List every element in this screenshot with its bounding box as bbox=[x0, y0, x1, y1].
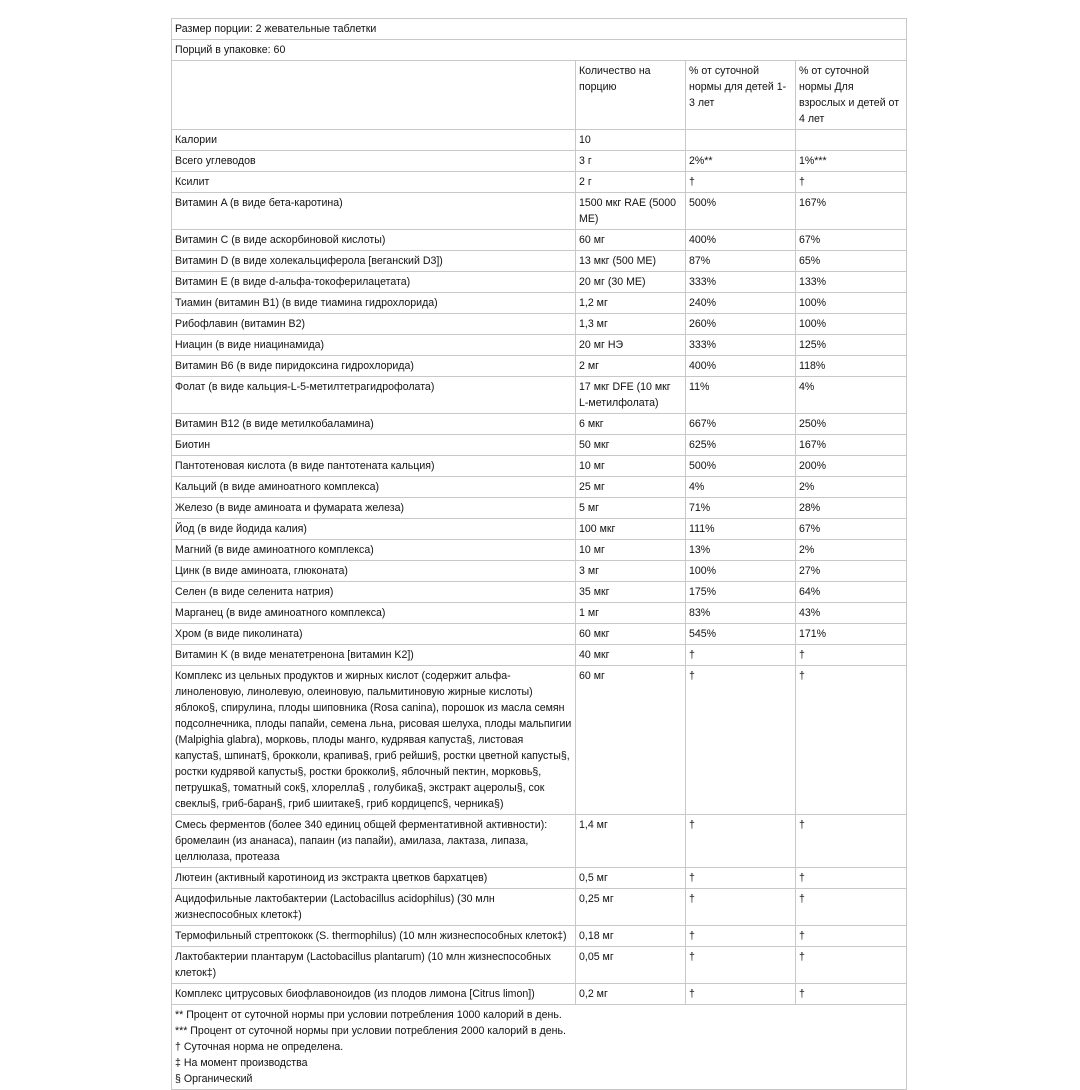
nutrient-dv-adults: † bbox=[796, 815, 907, 868]
nutrient-amount: 60 мг bbox=[576, 666, 686, 815]
nutrient-dv-adults: 28% bbox=[796, 498, 907, 519]
nutrient-dv-adults: † bbox=[796, 947, 907, 984]
nutrient-dv-adults: 200% bbox=[796, 456, 907, 477]
nutrient-row bbox=[172, 272, 907, 293]
nutrient-dv-children: † bbox=[686, 889, 796, 926]
nutrient-dv-adults: 125% bbox=[796, 335, 907, 356]
nutrient-dv-adults: † bbox=[796, 645, 907, 666]
nutrient-row bbox=[172, 314, 907, 335]
servings-per-container-row bbox=[172, 40, 907, 61]
header-dv-children: % от суточной нормы для детей 1-3 лет bbox=[686, 61, 796, 130]
nutrient-amount: 1,4 мг bbox=[576, 815, 686, 868]
nutrient-name: Витамин C (в виде аскорбиновой кислоты) bbox=[172, 230, 576, 251]
nutrient-dv-adults: 43% bbox=[796, 603, 907, 624]
nutrient-name: Витамин K (в виде менатетренона [витамин K2]) bbox=[172, 645, 576, 666]
nutrient-dv-adults: 100% bbox=[796, 293, 907, 314]
servings-per-container: Порций в упаковке: 60 bbox=[172, 40, 907, 61]
nutrient-amount: 10 bbox=[576, 130, 686, 151]
nutrient-name: Рибофлавин (витамин B2) bbox=[172, 314, 576, 335]
nutrient-amount: 5 мг bbox=[576, 498, 686, 519]
nutrient-dv-adults: 67% bbox=[796, 230, 907, 251]
nutrient-amount: 3 мг bbox=[576, 561, 686, 582]
nutrient-amount: 0,18 мг bbox=[576, 926, 686, 947]
serving-size-row bbox=[172, 19, 907, 40]
nutrient-row bbox=[172, 624, 907, 645]
nutrient-name: Комплекс из цельных продуктов и жирных кислот (содержит альфа-линоленовую, линолевую, олеиновую, пальмитиновую жирные кислоты) яблоко§, спирулина, плоды шиповника (Rosa canina), порошок из масла семян подсолнечника, плоды папайи, семена льна, рисовая шелуха, плоды мальпигии (Malpighia glabra), морковь, плоды манго, кудрявая капуста§, листовая капуста§, шпинат§, брокколи, крапива§, гриб рейши§, ростки цветной капусты§, ростки кудрявой капусты§, ростки брокколи§, яблочный пектин, морковь§, петрушка§, томатный сок§, хлорелла§ , голубика§, экстракт ацеролы§, сок свеклы§, гриб-баран§, гриб шиитаке§, гриб кордицепс§, черника§) bbox=[172, 666, 576, 815]
nutrient-dv-adults: † bbox=[796, 172, 907, 193]
nutrient-name: Витамин D (в виде холекальциферола [веганский D3]) bbox=[172, 251, 576, 272]
nutrient-name: Пантотеновая кислота (в виде пантотената кальция) bbox=[172, 456, 576, 477]
nutrient-amount: 10 мг bbox=[576, 456, 686, 477]
nutrient-row bbox=[172, 645, 907, 666]
nutrient-name: Биотин bbox=[172, 435, 576, 456]
nutrient-dv-children: 2%** bbox=[686, 151, 796, 172]
nutrient-row bbox=[172, 947, 907, 984]
supplement-facts-table bbox=[171, 18, 907, 1090]
nutrient-dv-children: 175% bbox=[686, 582, 796, 603]
nutrient-amount: 20 мг НЭ bbox=[576, 335, 686, 356]
footnote: † Суточная норма не определена. bbox=[175, 1041, 344, 1053]
nutrient-dv-children: † bbox=[686, 947, 796, 984]
nutrient-dv-children: 13% bbox=[686, 540, 796, 561]
nutrient-amount: 2 г bbox=[576, 172, 686, 193]
nutrient-name: Лютеин (активный каротиноид из экстракта цветков бархатцев) bbox=[172, 868, 576, 889]
nutrient-name: Витамин B12 (в виде метилкобаламина) bbox=[172, 414, 576, 435]
nutrient-row bbox=[172, 603, 907, 624]
nutrient-row bbox=[172, 193, 907, 230]
nutrient-dv-children: 87% bbox=[686, 251, 796, 272]
nutrient-row bbox=[172, 477, 907, 498]
nutrient-row bbox=[172, 889, 907, 926]
nutrient-name: Магний (в виде аминоатного комплекса) bbox=[172, 540, 576, 561]
nutrient-dv-children: † bbox=[686, 984, 796, 1005]
nutrient-name: Смесь ферментов (более 340 единиц общей ферментативной активности): бромелаин (из ананаса), папаин (из папайи), амилаза, лактаза, липаза, целлюлаза, протеаза bbox=[172, 815, 576, 868]
nutrient-name: Тиамин (витамин B1) (в виде тиамина гидрохлорида) bbox=[172, 293, 576, 314]
nutrient-row bbox=[172, 151, 907, 172]
footnotes bbox=[172, 1005, 907, 1090]
nutrient-amount: 6 мкг bbox=[576, 414, 686, 435]
nutrient-dv-children: 333% bbox=[686, 335, 796, 356]
nutrient-dv-adults: † bbox=[796, 889, 907, 926]
nutrient-name: Лактобактерии плантарум (Lactobacillus plantarum) (10 млн жизнеспособных клеток‡) bbox=[172, 947, 576, 984]
nutrient-dv-children: 500% bbox=[686, 456, 796, 477]
nutrient-name: Калории bbox=[172, 130, 576, 151]
nutrient-name: Цинк (в виде аминоата, глюконата) bbox=[172, 561, 576, 582]
footnote: ‡ На момент производства bbox=[175, 1057, 308, 1069]
nutrient-name: Ниацин (в виде ниацинамида) bbox=[172, 335, 576, 356]
nutrient-amount: 60 мкг bbox=[576, 624, 686, 645]
nutrient-row bbox=[172, 456, 907, 477]
nutrient-dv-adults: † bbox=[796, 984, 907, 1005]
nutrient-amount: 17 мкг DFE (10 мкг L-метилфолата) bbox=[576, 377, 686, 414]
nutrient-row bbox=[172, 230, 907, 251]
nutrient-row bbox=[172, 293, 907, 314]
nutrient-dv-adults: 67% bbox=[796, 519, 907, 540]
nutrient-dv-adults: 4% bbox=[796, 377, 907, 414]
nutrient-name: Всего углеводов bbox=[172, 151, 576, 172]
nutrient-dv-adults: † bbox=[796, 926, 907, 947]
nutrient-amount: 50 мкг bbox=[576, 435, 686, 456]
nutrient-name: Комплекс цитрусовых биофлавоноидов (из плодов лимона [Citrus limon]) bbox=[172, 984, 576, 1005]
nutrient-dv-children: † bbox=[686, 926, 796, 947]
nutrient-name: Йод (в виде йодида калия) bbox=[172, 519, 576, 540]
nutrient-amount: 1 мг bbox=[576, 603, 686, 624]
nutrient-dv-children: 400% bbox=[686, 230, 796, 251]
nutrient-amount: 35 мкг bbox=[576, 582, 686, 603]
header-dv-adults: % от суточной нормы Для взрослых и детей от 4 лет bbox=[796, 61, 907, 130]
nutrient-dv-adults: 118% bbox=[796, 356, 907, 377]
nutrient-row bbox=[172, 582, 907, 603]
nutrient-dv-adults: 1%*** bbox=[796, 151, 907, 172]
nutrient-amount: 1500 мкг RAE (5000 МЕ) bbox=[576, 193, 686, 230]
nutrient-amount: 3 г bbox=[576, 151, 686, 172]
nutrient-name: Хром (в виде пиколината) bbox=[172, 624, 576, 645]
nutrient-row bbox=[172, 130, 907, 151]
nutrient-amount: 40 мкг bbox=[576, 645, 686, 666]
nutrient-row bbox=[172, 356, 907, 377]
nutrient-dv-children: 333% bbox=[686, 272, 796, 293]
nutrient-dv-children: 11% bbox=[686, 377, 796, 414]
nutrient-amount: 1,2 мг bbox=[576, 293, 686, 314]
nutrient-dv-adults: 2% bbox=[796, 540, 907, 561]
nutrient-name: Витамин E (в виде d-альфа-токоферилацетата) bbox=[172, 272, 576, 293]
nutrient-dv-children: 71% bbox=[686, 498, 796, 519]
footnotes-row bbox=[172, 1005, 907, 1090]
nutrient-row bbox=[172, 251, 907, 272]
nutrient-dv-children: 400% bbox=[686, 356, 796, 377]
nutrient-dv-children: 111% bbox=[686, 519, 796, 540]
nutrient-name: Железо (в виде аминоата и фумарата железа) bbox=[172, 498, 576, 519]
nutrient-dv-adults bbox=[796, 130, 907, 151]
footnote: *** Процент от суточной нормы при условии потребления 2000 калорий в день. bbox=[175, 1025, 566, 1037]
nutrient-dv-children: † bbox=[686, 172, 796, 193]
nutrient-row bbox=[172, 435, 907, 456]
nutrient-amount: 20 мг (30 МЕ) bbox=[576, 272, 686, 293]
nutrient-row bbox=[172, 984, 907, 1005]
nutrient-amount: 25 мг bbox=[576, 477, 686, 498]
nutrient-amount: 100 мкг bbox=[576, 519, 686, 540]
nutrient-row bbox=[172, 335, 907, 356]
nutrient-amount: 60 мг bbox=[576, 230, 686, 251]
nutrient-dv-children: 83% bbox=[686, 603, 796, 624]
nutrient-dv-adults: † bbox=[796, 666, 907, 815]
nutrient-amount: 13 мкг (500 МЕ) bbox=[576, 251, 686, 272]
nutrient-row bbox=[172, 926, 907, 947]
nutrient-row bbox=[172, 498, 907, 519]
nutrient-dv-adults: 27% bbox=[796, 561, 907, 582]
nutrient-row bbox=[172, 815, 907, 868]
nutrient-dv-children: 625% bbox=[686, 435, 796, 456]
nutrient-row bbox=[172, 377, 907, 414]
nutrient-amount: 0,25 мг bbox=[576, 889, 686, 926]
nutrient-dv-children: 260% bbox=[686, 314, 796, 335]
nutrient-dv-children: † bbox=[686, 868, 796, 889]
nutrient-name: Марганец (в виде аминоатного комплекса) bbox=[172, 603, 576, 624]
nutrient-dv-adults: 167% bbox=[796, 193, 907, 230]
nutrient-name: Термофильный стрептококк (S. thermophilus) (10 млн жизнеспособных клеток‡) bbox=[172, 926, 576, 947]
nutrient-name: Фолат (в виде кальция-L-5-метилтетрагидрофолата) bbox=[172, 377, 576, 414]
nutrient-dv-adults: 171% bbox=[796, 624, 907, 645]
nutrient-amount: 0,05 мг bbox=[576, 947, 686, 984]
footnote: ** Процент от суточной нормы при условии потребления 1000 калорий в день. bbox=[175, 1009, 562, 1021]
nutrient-dv-children: 500% bbox=[686, 193, 796, 230]
nutrient-name: Витамин A (в виде бета-каротина) bbox=[172, 193, 576, 230]
nutrient-name: Селен (в виде селенита натрия) bbox=[172, 582, 576, 603]
nutrient-dv-adults: 167% bbox=[796, 435, 907, 456]
column-header-row bbox=[172, 61, 907, 130]
nutrient-amount: 0,2 мг bbox=[576, 984, 686, 1005]
footnote: § Органический bbox=[175, 1073, 253, 1085]
nutrient-name: Ксилит bbox=[172, 172, 576, 193]
nutrient-dv-children: † bbox=[686, 666, 796, 815]
serving-size: Размер порции: 2 жевательные таблетки bbox=[172, 19, 907, 40]
nutrient-dv-children: 4% bbox=[686, 477, 796, 498]
nutrient-dv-children: 667% bbox=[686, 414, 796, 435]
header-name-cell bbox=[172, 61, 576, 130]
nutrient-row bbox=[172, 172, 907, 193]
nutrient-amount: 10 мг bbox=[576, 540, 686, 561]
nutrient-amount: 2 мг bbox=[576, 356, 686, 377]
nutrient-dv-children bbox=[686, 130, 796, 151]
nutrient-amount: 0,5 мг bbox=[576, 868, 686, 889]
nutrient-dv-children: † bbox=[686, 815, 796, 868]
nutrient-dv-adults: 2% bbox=[796, 477, 907, 498]
nutrient-name: Ацидофильные лактобактерии (Lactobacillus acidophilus) (30 млн жизнеспособных клеток‡) bbox=[172, 889, 576, 926]
nutrient-dv-adults: 64% bbox=[796, 582, 907, 603]
nutrient-dv-children: 240% bbox=[686, 293, 796, 314]
nutrient-row bbox=[172, 666, 907, 815]
header-amount: Количество на порцию bbox=[576, 61, 686, 130]
nutrient-dv-children: 100% bbox=[686, 561, 796, 582]
nutrient-amount: 1,3 мг bbox=[576, 314, 686, 335]
nutrient-dv-adults: 100% bbox=[796, 314, 907, 335]
nutrient-name: Витамин B6 (в виде пиридоксина гидрохлорида) bbox=[172, 356, 576, 377]
nutrient-dv-adults: † bbox=[796, 868, 907, 889]
nutrient-row bbox=[172, 561, 907, 582]
nutrient-row bbox=[172, 540, 907, 561]
nutrient-row bbox=[172, 414, 907, 435]
nutrient-dv-adults: 250% bbox=[796, 414, 907, 435]
nutrient-dv-children: 545% bbox=[686, 624, 796, 645]
nutrient-row bbox=[172, 868, 907, 889]
nutrient-row bbox=[172, 519, 907, 540]
nutrient-dv-adults: 65% bbox=[796, 251, 907, 272]
nutrient-name: Кальций (в виде аминоатного комплекса) bbox=[172, 477, 576, 498]
nutrient-dv-children: † bbox=[686, 645, 796, 666]
nutrient-dv-adults: 133% bbox=[796, 272, 907, 293]
